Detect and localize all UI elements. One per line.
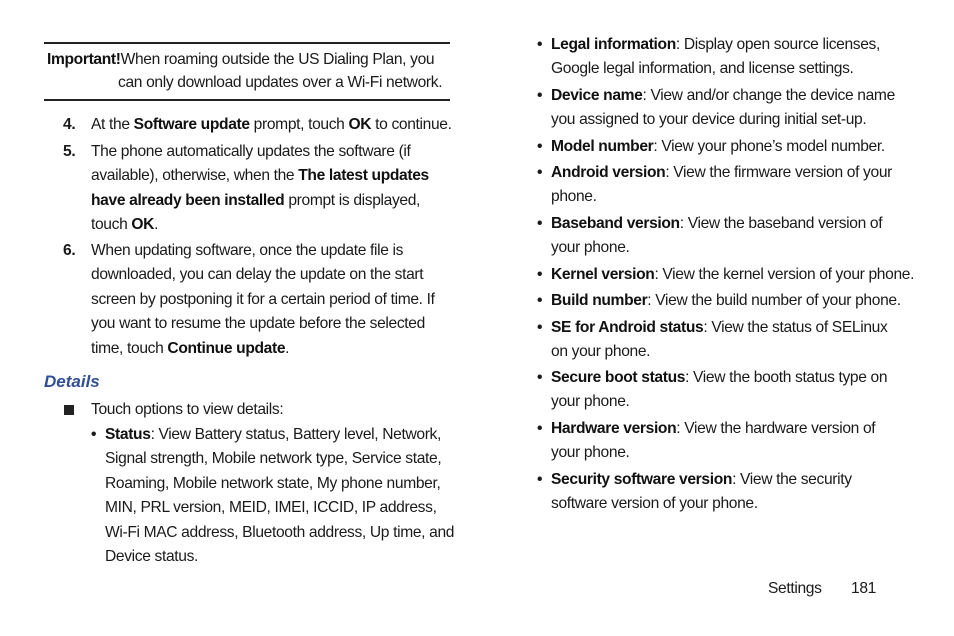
bullet-dot-icon: • xyxy=(537,266,543,283)
important-label: Important! xyxy=(47,51,121,68)
bullet-term: Model number xyxy=(551,138,654,155)
bullet-desc: : Display open source licenses, Google legal information, and license settings. xyxy=(551,36,880,78)
bullet-desc: : View your phone’s model number. xyxy=(653,138,885,155)
details-intro: Touch options to view details: xyxy=(91,401,284,418)
bullet-term: Android version xyxy=(551,164,666,181)
bullet-dot-icon: • xyxy=(537,369,543,386)
bullet-dot-icon: • xyxy=(537,164,543,181)
step-text xyxy=(91,239,443,361)
bullet-text xyxy=(551,212,907,261)
text-run: The phone automatically updates the software (if available), otherwise, when the xyxy=(91,143,411,185)
bullet-desc: : View the build number of your phone. xyxy=(647,292,901,309)
footer-page-number: 181 xyxy=(851,580,876,597)
bullet-dot-icon: • xyxy=(537,138,543,155)
bullet-dot-icon: • xyxy=(537,420,543,437)
bullet-desc: : View the security software version of your phone. xyxy=(551,471,852,513)
bullet-text xyxy=(551,316,907,365)
bullet-text xyxy=(105,423,455,569)
text-run: prompt is displayed, touch xyxy=(91,191,421,234)
bullet-dot-icon: • xyxy=(537,471,543,488)
bullet-term: Build number xyxy=(551,292,648,309)
bullet-desc: : View the kernel version of your phone. xyxy=(654,266,915,283)
section-heading: Details xyxy=(44,372,100,391)
text-run: . xyxy=(154,216,159,234)
bullet-term: Secure boot status xyxy=(551,369,686,386)
bullet-text xyxy=(551,161,901,210)
bullet-text xyxy=(551,366,901,415)
ui-term: Software update xyxy=(133,116,250,133)
bullet-term: Security software version xyxy=(551,471,733,488)
bullet-desc: : View the baseband version of your phone. xyxy=(551,215,883,257)
text-run: to continue. xyxy=(371,116,452,133)
bullet-dot-icon: • xyxy=(537,36,543,53)
important-note xyxy=(44,42,450,101)
footer-section-name: Settings xyxy=(768,580,822,597)
square-bullet-icon xyxy=(64,405,74,415)
bullet-term: Baseband version xyxy=(551,215,680,232)
bullet-text xyxy=(551,417,907,466)
bullet-text xyxy=(551,289,931,313)
important-line-2: can only download updates over a Wi-Fi network. xyxy=(118,74,443,91)
bullet-dot-icon: • xyxy=(537,319,543,336)
bullet-term: SE for Android status xyxy=(551,319,704,336)
text-run: At the xyxy=(91,116,134,133)
step-number: 6. xyxy=(63,242,76,259)
bullet-desc: : View Battery status, Battery level, Network, Signal strength, Mobile network type, Service state, Roaming, Mobile network state, My phone number, MIN, PRL version, MEID, IMEI, ICCID, IP address, Wi-Fi MAC address, Bluetooth address, Up time, and Device status. xyxy=(105,426,455,566)
text-run: When updating software, once the update file is downloaded, you can delay the update on the start screen by postponing it for a certain period of time. If you want to resume the update before the selected time, touch xyxy=(91,242,435,357)
bullet-term: Legal information xyxy=(551,36,676,53)
bullet-desc: : View the firmware version of your phone. xyxy=(551,164,892,206)
bullet-desc: : View the booth status type on your phone. xyxy=(551,369,888,411)
bullet-desc: : View the status of SELinux on your phone. xyxy=(551,319,888,361)
bullet-term: Status xyxy=(105,426,151,443)
ui-term: OK xyxy=(131,216,155,234)
text-run: prompt, touch xyxy=(249,116,349,133)
bullet-term: Kernel version xyxy=(551,266,655,283)
bullet-text xyxy=(551,263,931,287)
step-text xyxy=(91,140,436,238)
bullet-desc: : View and/or change the device name you assigned to your device during initial set-up. xyxy=(551,87,895,129)
bullet-dot-icon: • xyxy=(537,87,543,104)
bullet-text xyxy=(551,468,871,517)
ui-term: OK xyxy=(348,116,372,133)
text-run: . xyxy=(285,339,290,357)
important-text-1: When roaming outside the US Dialing Plan, you xyxy=(120,51,435,68)
important-line-1 xyxy=(47,49,434,71)
bullet-dot-icon: • xyxy=(537,215,543,232)
step-number: 4. xyxy=(63,116,76,133)
step-text xyxy=(91,113,453,137)
bullet-text xyxy=(551,84,901,133)
ui-term: The latest updates have already been installed xyxy=(91,167,429,209)
bullet-dot-icon: • xyxy=(91,426,97,443)
bullet-term: Hardware version xyxy=(551,420,677,437)
bullet-text xyxy=(551,135,921,159)
bullet-text xyxy=(551,33,901,82)
bullet-dot-icon: • xyxy=(537,292,543,309)
step-number: 5. xyxy=(63,143,76,160)
bullet-desc: : View the hardware version of your phone. xyxy=(551,420,876,462)
ui-term: Continue update xyxy=(167,339,286,357)
bullet-term: Device name xyxy=(551,87,643,104)
